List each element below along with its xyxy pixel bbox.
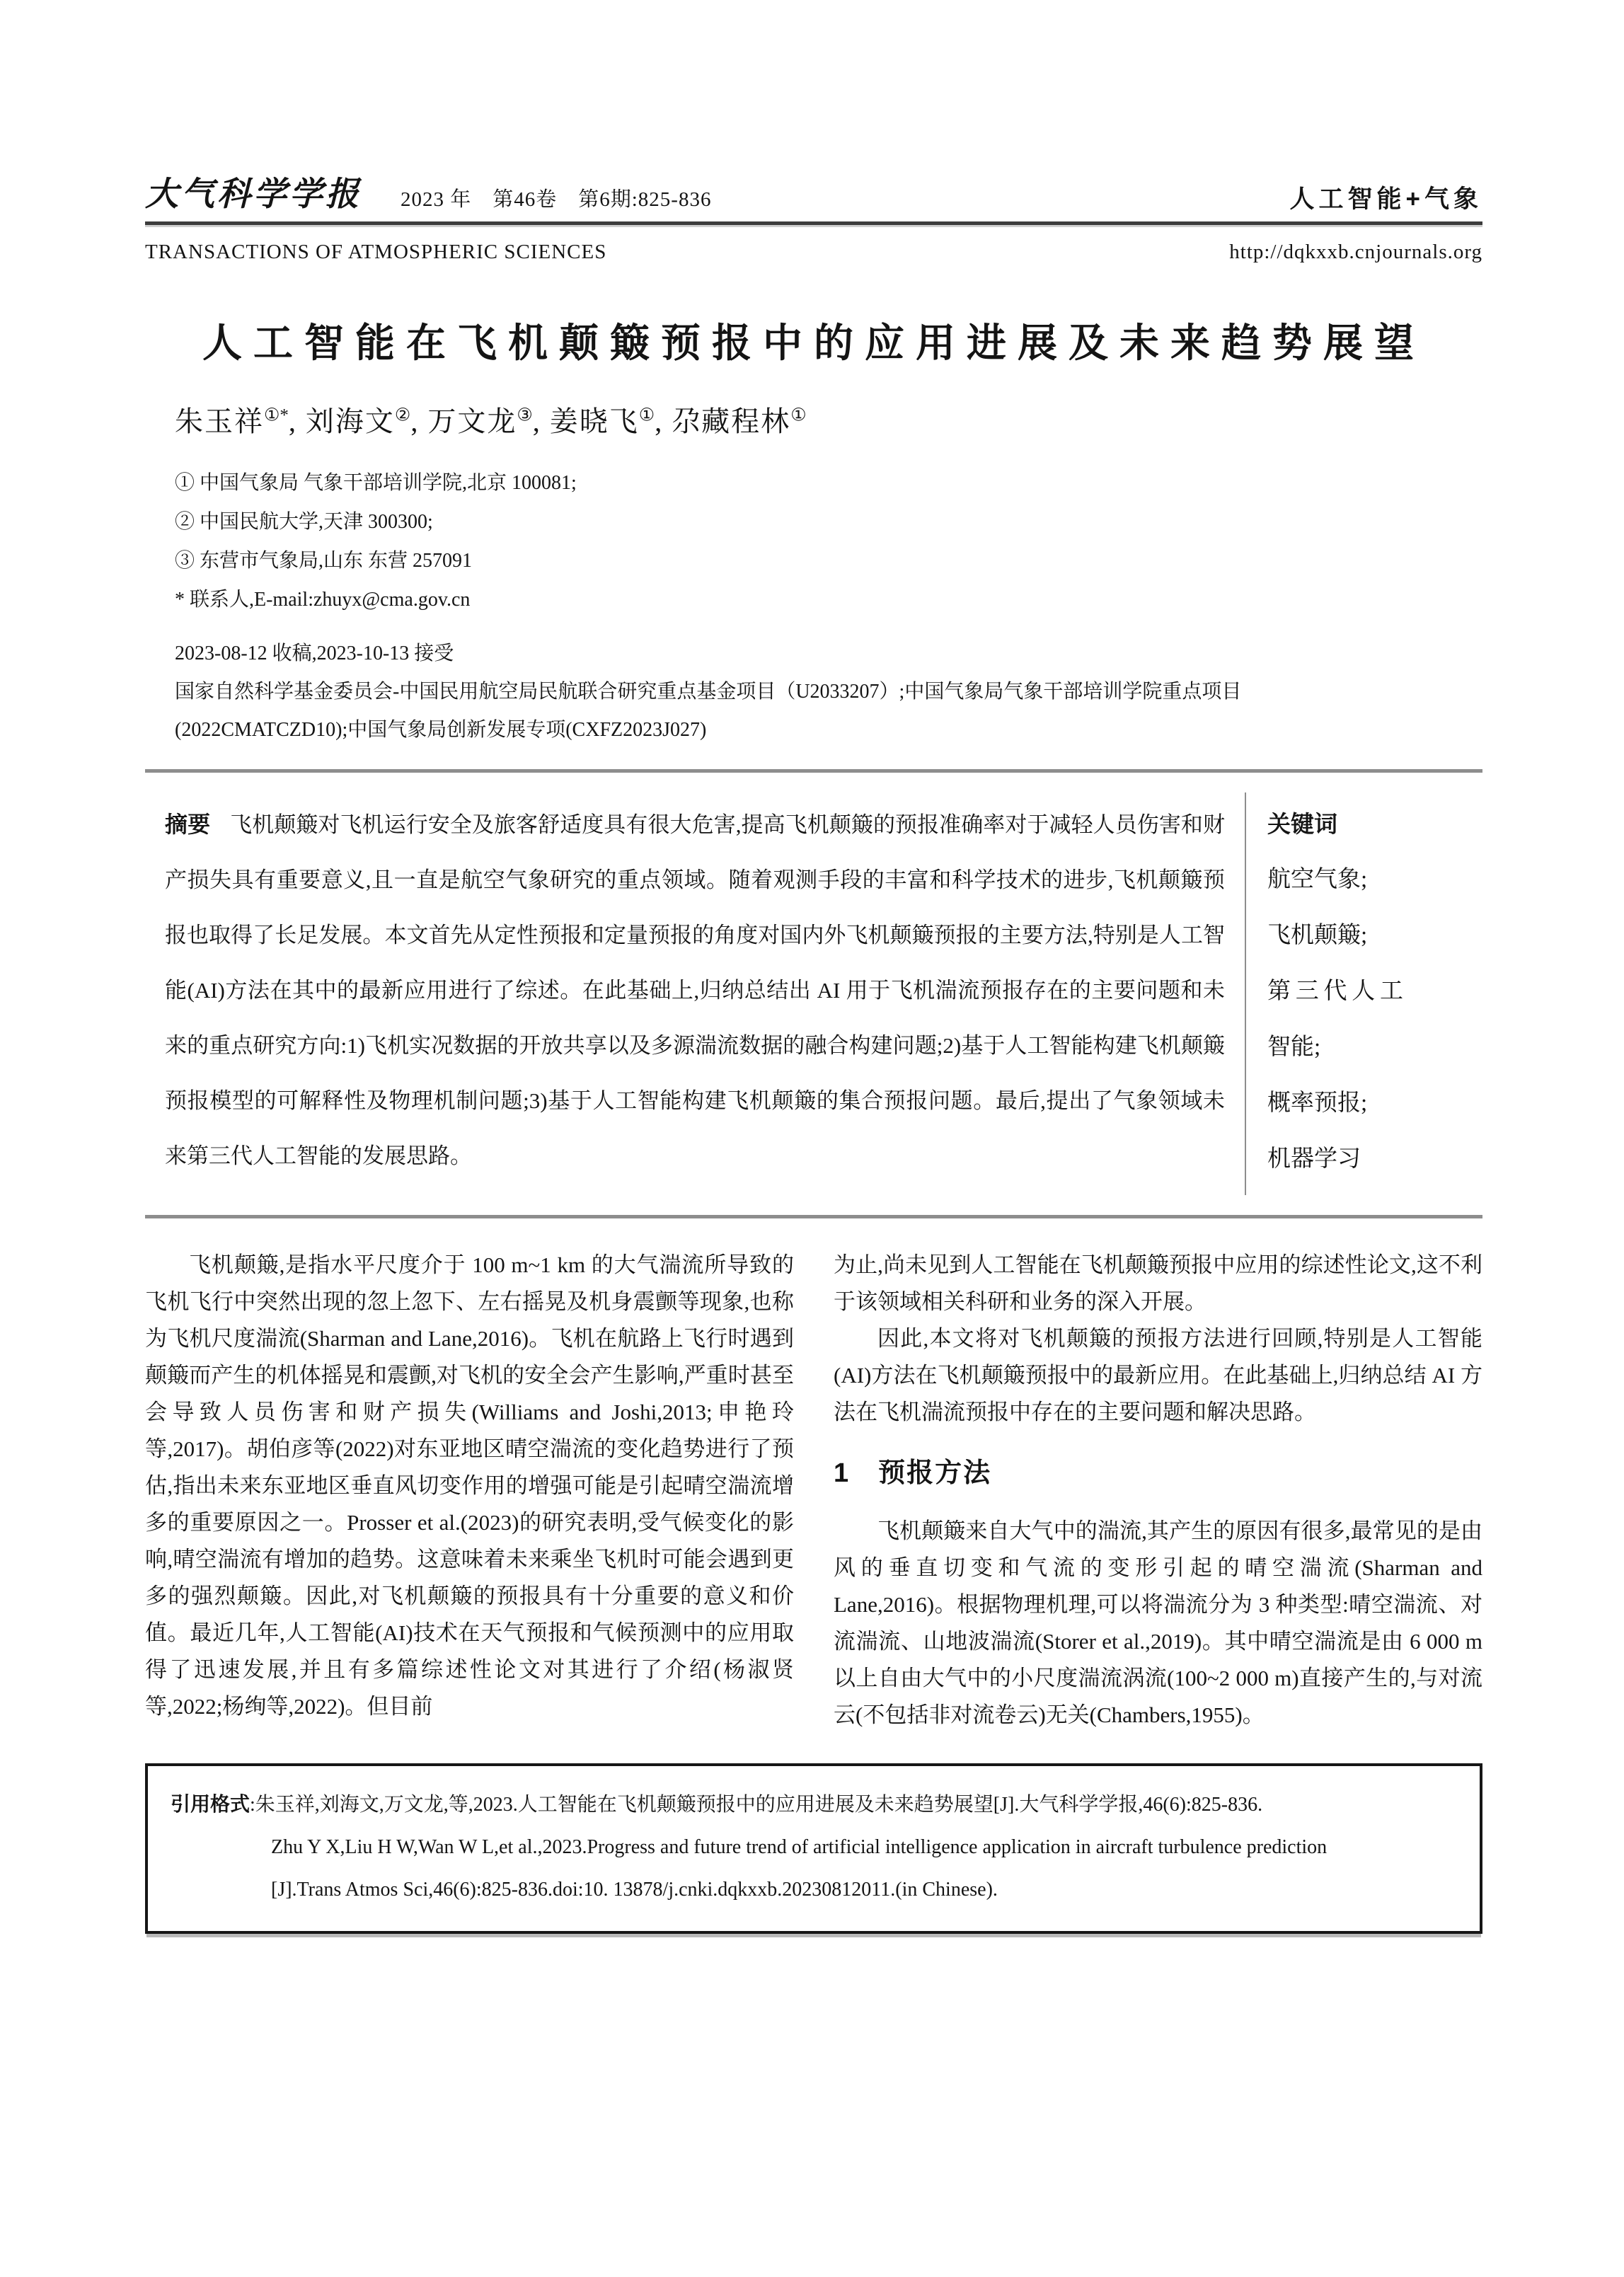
citation-cn: 引用格式:朱玉祥,刘海文,万文龙,等,2023.人工智能在飞机颠簸预报中的应用进展及未来趋势展望[J].大气科学学报,46(6):825-836.: [171, 1793, 1263, 1816]
body-paragraph: 因此,本文将对飞机颠簸的预报方法进行回顾,特别是人工智能(AI)方法在飞机颠簸预报中的最新应用。在此基础上,归纳总结 AI 方法在飞机湍流预报中存在的主要问题和解决思路。: [834, 1326, 1482, 1425]
author: 刘海文②,: [305, 405, 420, 438]
abstract: [145, 773, 1245, 1215]
abstract-text: 飞机颠簸对飞机运行安全及旅客舒适度具有很大危害,提高飞机颠簸的预报准确率对于减轻人员伤害和财产损失具有重要意义,且一直是航空气象研究的重点领域。随着观测手段的丰富和科学技术的进步,飞机颠簸预报也取得了长足发展。本文首先从定性预报和定量预报的角度对国内外飞机颠簸预报的主要方法,特别是人工智能(AI)方法在其中的最新应用进行了综述。在此基础上,归纳总结出 AI 用于飞机湍流预报存在的主要问题和未来的重点研究方向:1)飞机实况数据的开放共享以及多源湍流数据的融合构建问题;2)基于人工智能构建飞机颠簸预报模型的可解释性及物理机制问题;3)基于人工智能构建飞机颠簸的集合预报问题。最后,提出了气象领域未来第三代人工智能的发展思路。: [165, 812, 1225, 1169]
keywords-column: [1246, 773, 1482, 1215]
affiliation: ① 中国气象局 气象干部培训学院,北京 100081;: [175, 472, 577, 495]
funding-line: 国家自然科学基金委员会-中国民用航空局民航联合研究重点基金项目（U2033207）;中国气象局气象干部培训学院重点项目: [175, 681, 1242, 703]
body-paragraph: 飞机颠簸,是指水平尺度介于 100 m~1 km 的大气湍流所导致的飞机飞行中突然出现的忽上忽下、左右摇晃及机身震颤等现象,也称为飞机尺度湍流(Sharman and Lane,2016)。飞机在航路上飞行时遇到颠簸而产生的机体摇晃和震颤,对飞机的安全会产生影响,严重时甚至会导致人员伤害和财产损失(Williams and Joshi,2013;申艳玲等,2017)。胡伯彦等(2022)对东亚地区晴空湍流的变化趋势进行了预估,指出未来东亚地区垂直风切变作用的增强可能是引起晴空湍流增多的重要原因之一。Prosser et al.(2023)的研究表明,受气候变化的影响,晴空湍流有增加的趋势。这意味着未来乘坐飞机时可能会遇到更多的强烈颠簸。因此,对飞机颠簸的预报具有十分重要的意义和价值。最近几年,人工智能(AI)技术在天气预报和气候预测中的应用取得了迅速发展,并且有多篇综述性论文对其进行了介绍(杨淑贤等,2022;杨绚等,2022)。但目前: [145, 1252, 794, 1719]
affiliation-list: [145, 463, 1482, 619]
citation-en: [J].Trans Atmos Sci,46(6):825-836.doi:10. 13878/j.cnki.dqkxxb.20230812011.(in Chinese).: [271, 1879, 998, 1901]
body-columns: [145, 1247, 1482, 1734]
header-rule: [145, 221, 1482, 225]
author-affil-sup: ③: [517, 405, 533, 425]
journal-name-en: TRANSACTIONS OF ATMOSPHERIC SCIENCES: [145, 241, 607, 263]
issue-info: 2023 年 第46卷 第6期:825-836: [401, 188, 712, 212]
left-column: [145, 1247, 794, 1734]
keyword: 概率预报;: [1267, 1090, 1368, 1117]
author: 姜晓飞①,: [549, 405, 664, 438]
keywords-label: 关键词: [1267, 811, 1337, 838]
body-paragraph: 飞机颠簸来自大气中的湍流,其产生的原因有很多,最常见的是由风的垂直切变和气流的变形引起的晴空湍流(Sharman and Lane,2016)。根据物理机理,可以将湍流分为 3 种类型:晴空湍流、对流湍流、山地波湍流(Storer et al.,2019)。其中晴空湍流是由 6 000 m 以上自由大气中的小尺度湍流涡流(100~2 000 m)直接产生的,与对流云(不包括非对流卷云)无关(Chambers,1955)。: [834, 1518, 1482, 1728]
author: 朱玉祥①*,: [175, 405, 297, 438]
keyword: 飞机颠簸;: [1267, 923, 1368, 949]
citation-en: Zhu Y X,Liu H W,Wan W L,et al.,2023.Progress and future trend of artificial intelligence application in aircraft turbulence prediction: [271, 1836, 1328, 1859]
received-accepted-dates: 2023-08-12 收稿,2023-10-13 接受: [175, 642, 454, 665]
journal-header: [145, 178, 1482, 212]
article-title: 人工智能在飞机颠簸预报中的应用进展及未来趋势展望: [202, 321, 1425, 365]
journal-name-cn: 大气科学学报: [145, 176, 362, 213]
funding-line: (2022CMATCZD10);中国气象局创新发展专项(CXFZ2023J027): [175, 719, 707, 742]
citation-label: 引用格式: [171, 1793, 250, 1816]
abstract-label: 摘要: [165, 812, 211, 838]
affiliation: ② 中国民航大学,天津 300300;: [175, 511, 433, 534]
citation-box: [145, 1763, 1482, 1934]
author: 尕藏程林①: [672, 405, 807, 438]
abstract-keywords-box: [145, 769, 1482, 1218]
keyword: 机器学习: [1267, 1146, 1361, 1172]
journal-website: http://dqkxxb.cnjournals.org: [1229, 241, 1482, 263]
body-paragraph: 为止,尚未见到人工智能在飞机颠簸预报中应用的综述性论文,这不利于该领域相关科研和业务的深入开展。: [834, 1252, 1482, 1315]
author: 万文龙③,: [427, 405, 541, 438]
author-affil-sup: ①*: [264, 405, 289, 425]
section-heading: 1 预报方法: [834, 1458, 992, 1489]
column-topic-tag: 人工智能+气象: [1289, 185, 1482, 213]
keyword: 航空气象;: [1267, 867, 1368, 893]
author-affil-sup: ②: [394, 405, 411, 425]
article-meta: [145, 635, 1482, 749]
author-affil-sup: ①: [638, 405, 655, 425]
corresponding-author-contact: * 联系人,E-mail:zhuyx@cma.gov.cn: [175, 589, 471, 611]
keyword: 第三代人工智能;: [1267, 979, 1403, 1061]
author-line: [145, 399, 1482, 439]
affiliation: ③ 东营市气象局,山东 东营 257091: [175, 550, 473, 572]
right-column: [834, 1247, 1482, 1734]
author-affil-sup: ①: [790, 405, 807, 425]
